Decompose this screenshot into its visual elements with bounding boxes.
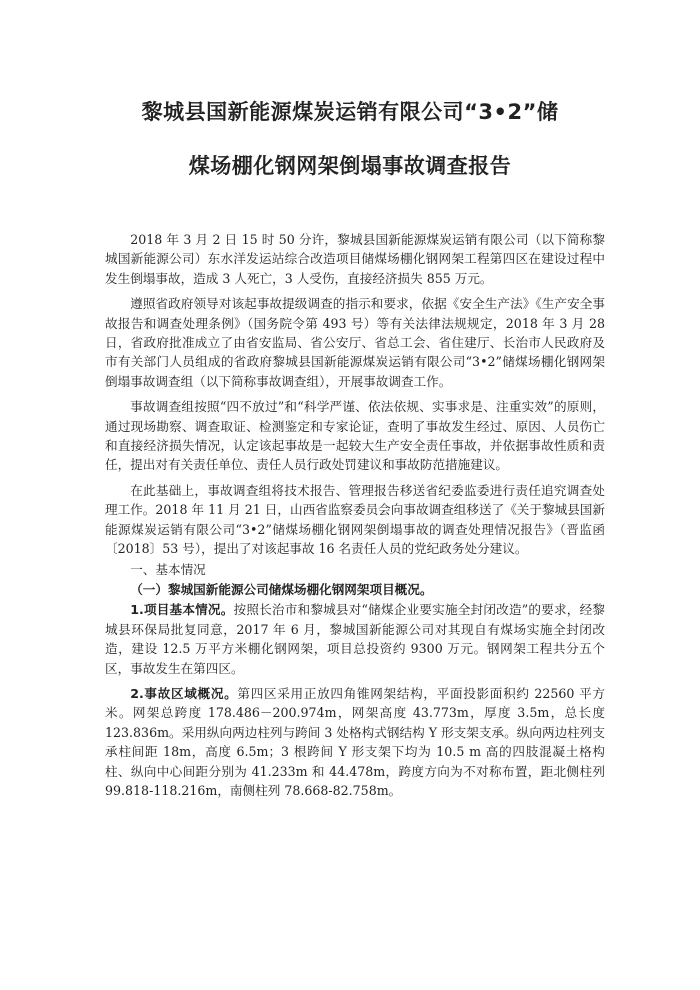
- paragraph-accident-area: [105, 684, 605, 800]
- paragraph-incident-summary: 2018 年 3 月 2 日 15 时 50 分许，黎城县国新能源煤炭运销有限公司（以下简称黎城国新能源公司）东水洋发运站综合改造项目储煤场棚化钢网架工程第四区在建设过程中发生倒塌事故，造成 3 人死亡，3 人受伤，直接经济损失 855 万元。: [105, 232, 605, 286]
- document-title-line-1: 黎城县国新能源煤炭运销有限公司“3•2”储: [141, 100, 559, 124]
- paragraph-label-project-basic-info: 1.项目基本情况。: [130, 602, 234, 618]
- paragraph-disciplinary-referral: 在此基础上，事故调查组将技术报告、管理报告移送省纪委监委进行责任追究调查处理工作。2018 年 11 月 21 日，山西省监察委员会向事故调查组移送了《关于黎城县国新能源煤炭运销有限公司“3•2”储煤场棚化钢网架倒塌事故的调查处理情况报告》（晋监函〔2018〕53 号），提出了对该起事故 16 名责任人员的党纪政务处分建议。: [105, 482, 605, 557]
- paragraph-project-basic-info: [105, 600, 605, 678]
- section-heading-basic-info: 一、基本情况: [130, 561, 206, 577]
- paragraph-investigation-setup: 遵照省政府领导对该起事故提级调查的指示和要求，依据《安全生产法》《生产安全事故报告和调查处理条例》（国务院令第 493 号）等有关法律法规规定，2018 年 3 月 28 日，省政府批准成立了由省安监局、省公安厅、省总工会、省住建厅、长治市人民政府及市有关部门人员组成的省政府黎城县国新能源煤炭运销有限公司“3•2”储煤场棚化钢网架倒塌事故调查组（以下简称事故调查组），开展事故调查工作。: [105, 296, 605, 389]
- paragraph-investigation-principles: 事故调查组按照“四不放过”和“科学严谨、依法依规、实事求是、注重实效”的原则，通过现场勘察、调查取证、检测鉴定和专家论证，查明了事故发生经过、原因、人员伤亡和直接经济损失情况，认定该起事故是一起较大生产安全责任事故，并依据事故性质和责任，提出对有关责任单位、责任人员行政处罚建议和事故防范措施建议。: [105, 399, 605, 473]
- paragraph-text-accident-area: 第四区采用正放四角锥网架结构，平面投影面积约 22560 平方米。网架总跨度 178.486－200.974m，网架高度 43.773m，厚度 3.5m，总长度 123.836m。采用纵向两边柱列与跨间 3 处格构式钢结构 Y 形支架支承。纵向两边柱列支承柱间距 18m，高度 6.5m；3 根跨间 Y 形支架下均为 10.5 m 高的四肢混凝土格构柱、纵向中心间距分别为 41.233m 和 44.478m，跨度方向为不对称布置，距北侧柱列 99.818-118.216m，南侧柱列 78.668-82.758m。: [105, 685, 606, 798]
- paragraph-label-accident-area: 2.事故区域概况。: [130, 685, 238, 701]
- paragraph-text-project-basic-info: 按照长治市和黎城县对“储煤企业要实施全封闭改造”的要求，经黎城县环保局批复同意，2017 年 6 月，黎城国新能源公司对其现自有煤场实施全封闭改造，建设 12.5 万平方米棚化钢网架，项目总投资约 9300 万元。钢网架工程共分五个区，事故发生在第四区。: [105, 602, 605, 676]
- document-body: [105, 230, 605, 806]
- document-title-line-2: 煤场棚化钢网架倒塌事故调查报告: [188, 154, 512, 178]
- subsection-heading-project-overview: （一）黎城国新能源公司储煤场棚化钢网架项目概况。: [130, 581, 433, 597]
